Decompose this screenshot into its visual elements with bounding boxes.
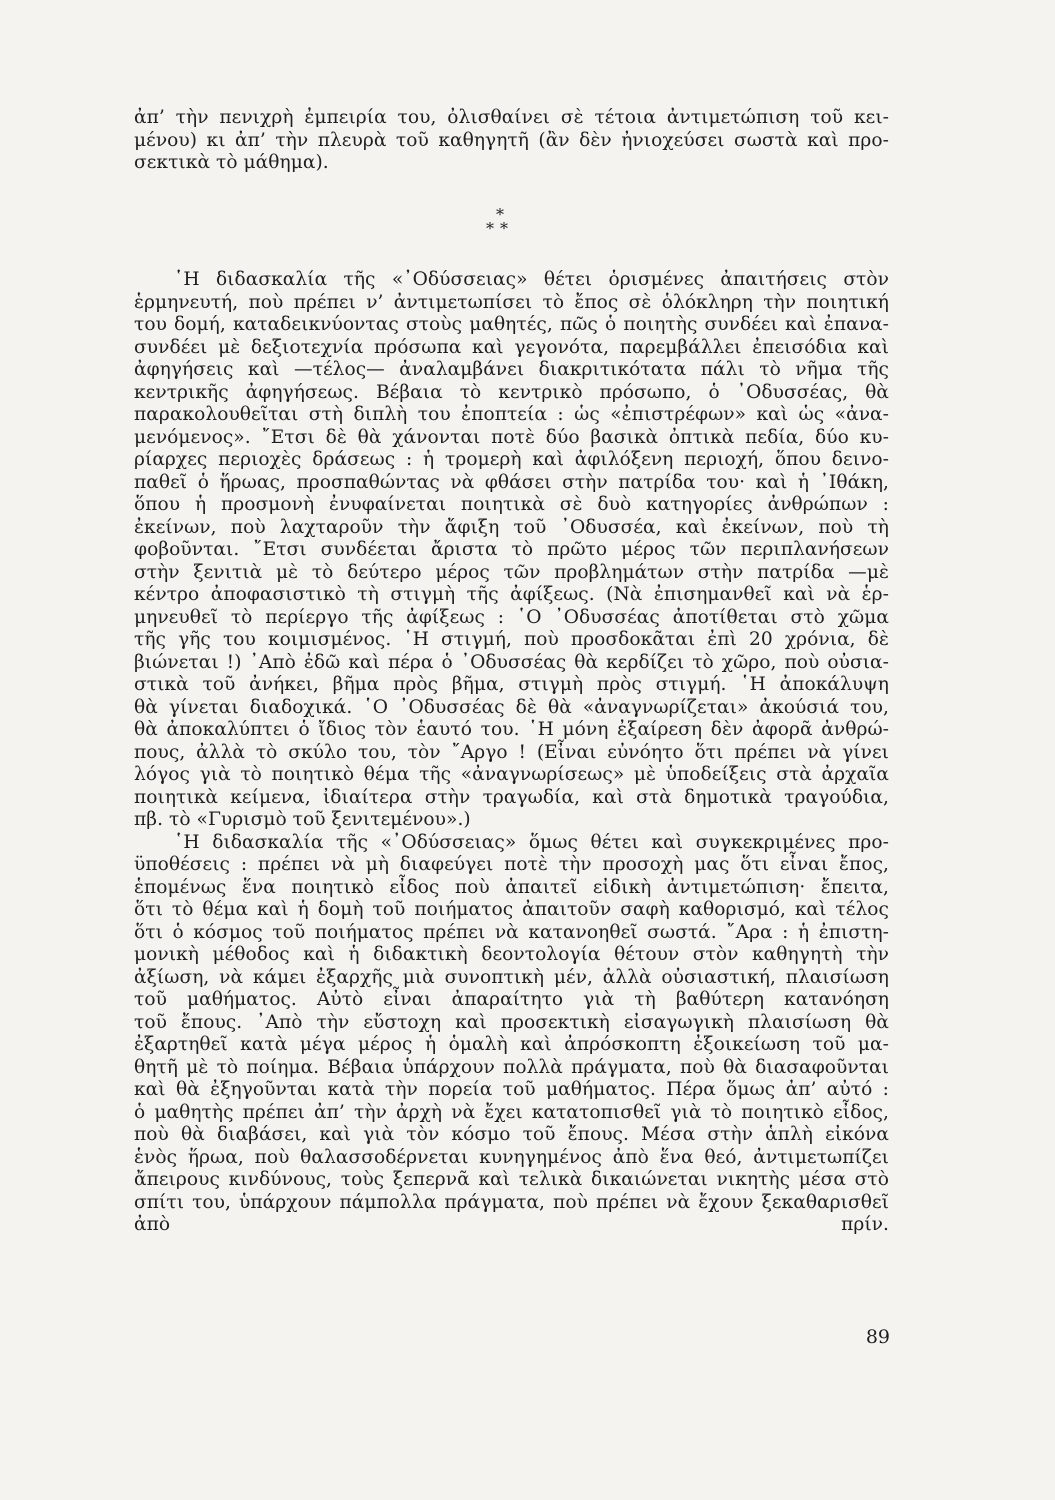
- text-line: θὰ γίνεται διαδοχικά. ῾Ο ᾿Οδυσσέας δὲ θὰ «ἀναγνωρίζεται» ἀκούσιά του,: [134, 696, 889, 718]
- text-line: ὅτι τὸ θέμα καὶ ἡ δομὴ τοῦ ποιήματος ἀπαιτοῦν σαφὴ καθορισμό, καὶ τέλος: [134, 899, 889, 920]
- text-line: μονικὴ μέθοδος καὶ ἡ διδακτικὴ δεοντολογία θέτουν στὸν καθηγητὴ τὴν: [134, 944, 889, 965]
- text-line: τοῦ μαθήματος. Αὐτὸ εἶναι ἀπαραίτητο γιὰ τὴ βαθύτερη κατανόηση: [134, 989, 889, 1010]
- text-line: συνδέει μὲ δεξιοτεχνία πρόσωπα καὶ γεγονότα, παρεμβάλλει ἐπεισόδια καὶ: [134, 336, 889, 358]
- text-line: μηνευθεῖ τὸ περίεργο τῆς ἀφίξεως : ῾Ο ᾿Οδυσσέας ἀποτίθεται στὸ χῶμα: [134, 606, 889, 628]
- text-line: τοῦ ἔπους. ᾿Απὸ τὴν εὔστοχη καὶ προσεκτικὴ εἰσαγωγικὴ πλαισίωση θὰ: [134, 1011, 889, 1033]
- text-line: ὁ μαθητὴς πρέπει ἀπ’ τὴν ἀρχὴ νὰ ἔχει κατατοπισθεῖ γιὰ τὸ ποιητικὸ εἶδος,: [134, 1101, 889, 1123]
- text-line: ἀξίωση, νὰ κάμει ἐξαρχῆς μιὰ συνοπτικὴ μέν, ἀλλὰ οὐσιαστική, πλαισίωση: [134, 966, 889, 988]
- text-line: ἀπὸ πρίν.: [134, 1214, 889, 1235]
- text-line: κέντρο ἀποφασιστικὸ τὴ στιγμὴ τῆς ἀφίξεως. (Νὰ ἐπισημανθεῖ καὶ νὰ ἑρ-: [134, 584, 889, 605]
- text-line: ἄπειρους κινδύνους, τοὺς ξεπερνᾶ καὶ τελικὰ δικαιώνεται νικητὴς μέσα στὸ: [134, 1169, 889, 1190]
- text-line: ποὺ θὰ διαβάσει, καὶ γιὰ τὸν κόσμο τοῦ ἔπους. Μέσα στὴν ἁπλὴ εἰκόνα: [134, 1124, 889, 1145]
- text-line: θητῆ μὲ τὸ ποίημα. Βέβαια ὑπάρχουν πολλὰ πράγματα, ποὺ θὰ διασαφοῦνται: [134, 1056, 889, 1078]
- text-line: καὶ θὰ ἐξηγοῦνται κατὰ τὴν πορεία τοῦ μαθήματος. Πέρα ὅμως ἀπ’ αὐτό :: [134, 1079, 889, 1100]
- text-line: λόγος γιὰ τὸ ποιητικὸ θέμα τῆς «ἀναγνωρίσεως» μὲ ὑποδείξεις στὰ ἀρχαῖα: [134, 764, 889, 785]
- text-line: [134, 1237, 889, 1260]
- text-line: ϋποθέσεις : πρέπει νὰ μὴ διαφεύγει ποτὲ τὴν προσοχὴ μας ὅτι εἶναι ἔπος,: [134, 854, 889, 875]
- main-text: [134, 269, 889, 1259]
- text-line: ρίαρχες περιοχὲς δράσεως : ἡ τρομερὴ καὶ ἀφιλόξενη περιοχή, ὅπου δεινο-: [134, 449, 889, 470]
- section-separator: [470, 205, 530, 248]
- text-line: στὴν ξενιτιὰ μὲ τὸ δεύτερο μέρος τῶν προβλημάτων στὴν πατρίδα —μὲ: [134, 561, 889, 583]
- text-line: σπίτι του, ὑπάρχουν πάμπολλα πράγματα, ποὺ πρέπει νὰ ἔχουν ξεκαθαρισθεῖ: [134, 1191, 889, 1213]
- continued-paragraph: [134, 107, 889, 175]
- text-line: μένου) κι ἀπ’ τὴν πλευρὰ τοῦ καθηγητῆ (ἂν δὲν ἠνιοχεύσει σωστὰ καὶ προ-: [134, 129, 889, 151]
- text-line: ἐξαρτηθεῖ κατὰ μέγα μέρος ἡ ὁμαλὴ καὶ ἀπρόσκοπτη ἐξοικείωση τοῦ μα-: [134, 1034, 889, 1055]
- text-line: ἑρμηνευτή, ποὺ πρέπει ν’ ἀντιμετωπίσει τὸ ἔπος σὲ ὁλόκληρη τὴν ποιητική: [134, 291, 889, 313]
- asterisk-bottom: **: [486, 219, 514, 238]
- text-line: παθεῖ ὁ ἥρωας, προσπαθώντας νὰ φθάσει στὴν πατρίδα του· καὶ ἡ ᾿Ιθάκη,: [134, 471, 889, 493]
- text-line: βιώνεται !) ᾿Απὸ ἐδῶ καὶ πέρα ὁ ᾿Οδυσσέας θὰ κερδίζει τὸ χῶρο, ποὺ οὐσια-: [134, 651, 889, 673]
- text-line: ἑπομένως ἕνα ποιητικὸ εἶδος ποὺ ἀπαιτεῖ εἰδικὴ ἀντιμετώπιση· ἔπειτα,: [134, 876, 889, 898]
- text-line: σεκτικὰ τὸ μάθημα).: [134, 152, 329, 173]
- text-line: ἐκείνων, ποὺ λαχταροῦν τὴν ἄφιξη τοῦ ᾿Οδυσσέα, καὶ ἐκείνων, ποὺ τὴ: [134, 516, 889, 538]
- text-line: πβ. τὸ «Γυρισμὸ τοῦ ξενιτεμένου».): [134, 809, 471, 830]
- text-line: ὅπου ἡ προσμονὴ ἐνυφαίνεται ποιητικὰ σὲ δυὸ κατηγορίες ἀνθρώπων :: [134, 494, 889, 515]
- text-line: ἑνὸς ἥρωα, ποὺ θαλασσοδέρνεται κυνηγημένος ἀπὸ ἕνα θεό, ἀντιμετωπίζει: [134, 1146, 889, 1168]
- text-line: στικὰ τοῦ ἀνήκει, βῆμα πρὸς βῆμα, στιγμὴ πρὸς στιγμή. ῾Η ἀποκάλυψη: [134, 674, 889, 695]
- text-line: ἀφηγήσεις καὶ —τέλος— ἀναλαμβάνει διακριτικότατα πάλι τὸ νῆμα τῆς: [134, 359, 889, 380]
- text-line: ὅτι ὁ κόσμος τοῦ ποιήματος πρέπει νὰ κατανοηθεῖ σωστά. ῎Αρα : ἡ ἐπιστη-: [134, 921, 889, 943]
- asterisk-top: *: [496, 205, 504, 224]
- page-number: 89: [865, 1326, 890, 1348]
- text-line: φοβοῦνται. ῎Ετσι συνδέεται ἄριστα τὸ πρῶτο μέρος τῶν περιπλανήσεων: [134, 539, 889, 560]
- text-line: ῾Η διδασκαλία τῆς «᾿Οδύσσειας» ὅμως θέτει καὶ συγκεκριμένες προ-: [174, 831, 889, 853]
- text-line: κεντρικῆς ἀφηγήσεως. Βέβαια τὸ κεντρικὸ πρόσωπο, ὁ ᾿Οδυσσέας, θὰ: [134, 381, 889, 403]
- text-line: θὰ ἀποκαλύπτει ὁ ἴδιος τὸν ἑαυτό του. ῾Η μόνη ἐξαίρεση δὲν ἀφορᾶ ἀνθρώ-: [134, 719, 889, 740]
- text-line: μενόμενος». ῎Ετσι δὲ θὰ χάνονται ποτὲ δύο βασικὰ ὀπτικὰ πεδία, δύο κυ-: [134, 426, 889, 448]
- text-line: πους, ἀλλὰ τὸ σκύλο του, τὸν ῎Αργο ! (Εἶναι εὐνόητο ὅτι πρέπει νὰ γίνει: [134, 741, 889, 763]
- text-line: ἀπ’ τὴν πενιχρὴ ἐμπειρία του, ὀλισθαίνει σὲ τέτοια ἀντιμετώπιση τοῦ κει-: [134, 107, 889, 128]
- text-line: ποιητικὰ κείμενα, ἰδιαίτερα στὴν τραγωδία, καὶ στὰ δημοτικὰ τραγούδια,: [134, 786, 889, 808]
- text-line: ῾Η διδασκαλία τῆς «᾿Οδύσσειας» θέτει ὁρισμένες ἀπαιτήσεις στὸν: [174, 269, 889, 290]
- text-line: του δομή, καταδεικνύοντας στοὺς μαθητές, πῶς ὁ ποιητὴς συνδέει καὶ ἐπανα-: [134, 314, 889, 335]
- text-line: παρακολουθεῖται στὴ διπλὴ του ἐποπτεία : ὡς «ἐπιστρέφων» καὶ ὡς «ἀνα-: [134, 404, 889, 425]
- text-line: τῆς γῆς του κοιμισμένος. ῾Η στιγμή, ποὺ προσδοκᾶται ἐπὶ 20 χρόνια, δὲ: [134, 629, 889, 650]
